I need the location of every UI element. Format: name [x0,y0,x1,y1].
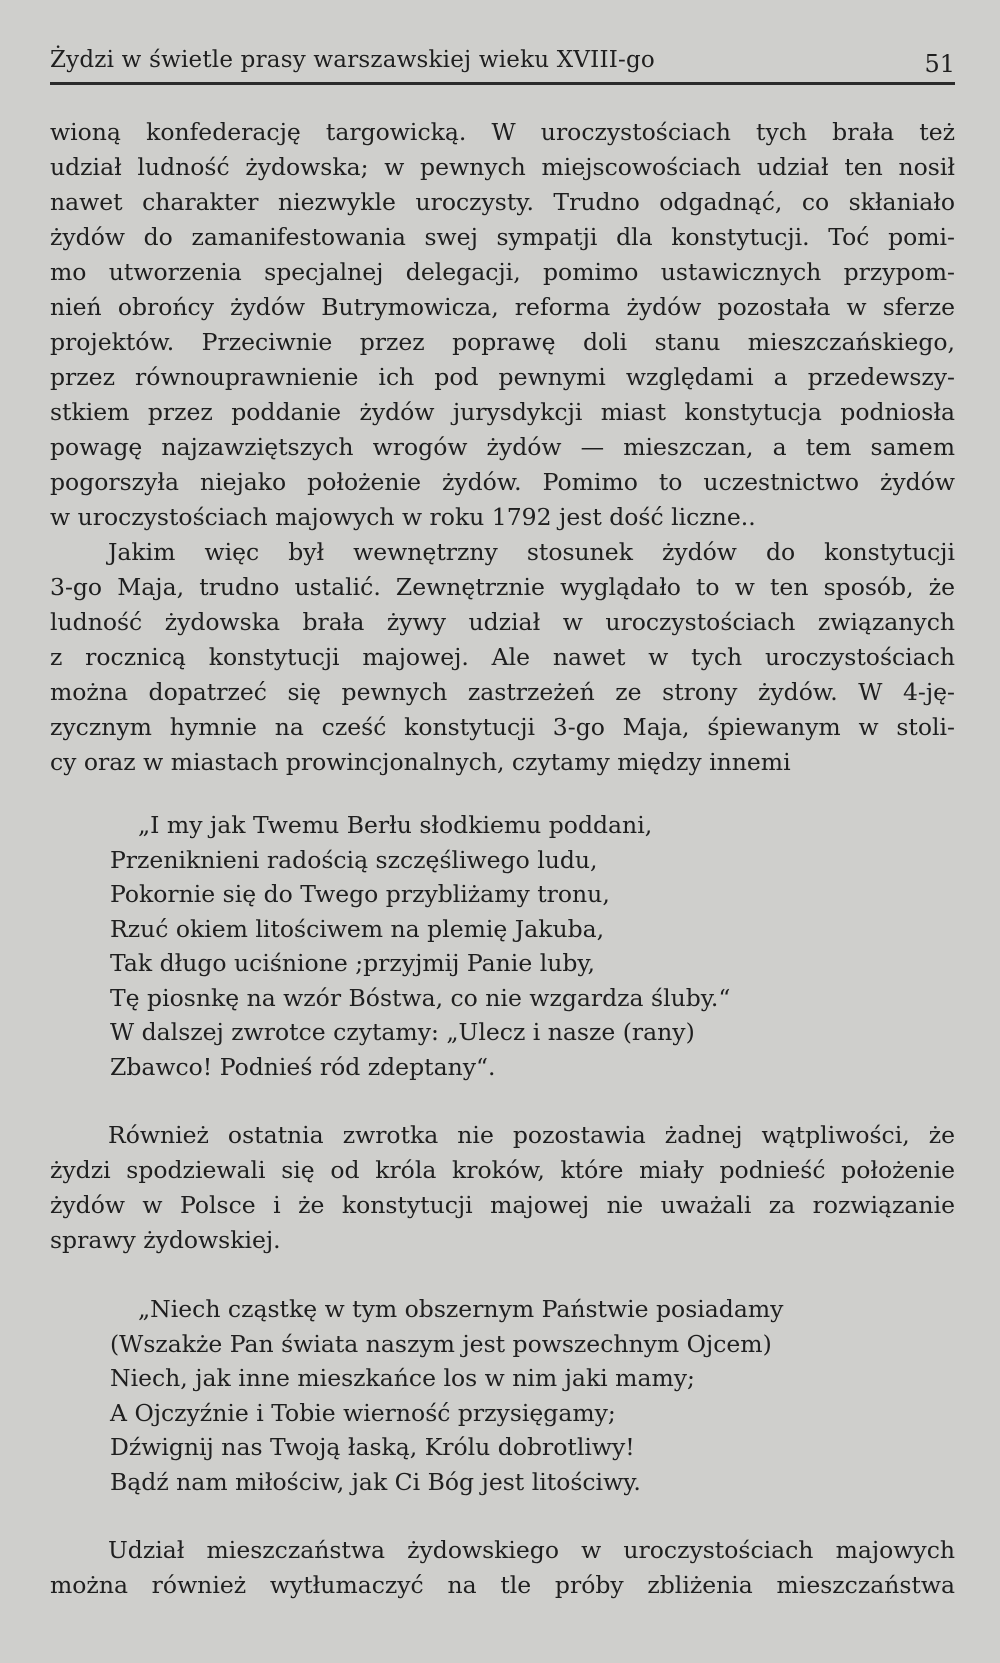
verse-line: A Ojczyźnie i Tobie wierność przysięgamy; [110,1398,616,1427]
text-line: przez równouprawnienie ich pod pewnymi względami a przedewszy- [50,363,955,391]
text-line: Również ostatnia zwrotka nie pozostawia żadnej wątpliwości, że [108,1121,955,1149]
text-line: stkiem przez poddanie żydów jurysdykcji miast konstytucja podniosła [50,398,955,426]
page-body [50,115,955,1603]
text-line: wioną konfederację targowicką. W uroczystościach tych brała też [50,118,955,146]
text-line: Udział mieszczaństwa żydowskiego w uroczystościach majowych [108,1536,955,1564]
text-line: żydów do zamanifestowania swej sympatji dla konstytucji. Toć pomi- [50,223,955,251]
text-line: z rocznicą konstytucji majowej. Ale nawet w tych uroczystościach [50,643,955,671]
text-line: mo utworzenia specjalnej delegacji, pomimo ustawicznych przypom- [50,258,955,286]
text-line: projektów. Przeciwnie przez poprawę doli stanu mieszczańskiego, [50,328,955,356]
running-title: Żydzi w świetle prasy warszawskiej wieku XVIII-go [50,47,655,73]
text-line: w uroczystościach majowych w roku 1792 jest dość liczne.. [50,503,756,531]
text-line: nień obrońcy żydów Butrymowicza, reforma żydów pozostała w sferze [50,293,955,321]
text-line: żydów w Polsce i że konstytucji majowej nie uważali za rozwiązanie [50,1191,955,1219]
verse-line: Rzuć okiem litościwem na plemię Jakuba, [110,914,605,943]
text-line: cy oraz w miastach prowincjonalnych, czytamy między innemi [50,748,791,776]
verse-line: Niech, jak inne mieszkańce los w nim jaki mamy; [110,1364,695,1392]
verse-line: Tak długo uciśnione ;przyjmij Panie luby, [110,949,596,977]
paragraph-2 [50,535,955,780]
verse-quote-2 [50,1292,955,1499]
verse-line: „I my jak Twemu Berłu słodkiemu poddani, [138,811,653,839]
text-line: można dopatrzeć się pewnych zastrzeżeń ze strony żydów. W 4-ję- [50,678,955,706]
paragraph-4 [50,1533,955,1603]
text-line: sprawy żydowskiej. [50,1226,281,1254]
verse-line: „Niech cząstkę w tym obszernym Państwie posiadamy [138,1295,784,1323]
text-line: 3-go Maja, trudno ustalić. Zewnętrznie wyglądało to w ten sposób, że [50,573,955,601]
text-line: zycznym hymnie na cześć konstytucji 3-go Maja, śpiewanym w stoli- [50,713,955,741]
text-line: udział ludność żydowska; w pewnych miejscowościach udział ten nosił [50,153,955,181]
verse-line: Zbawco! Podnieś ród zdeptany“. [110,1052,496,1081]
verse-line: Dźwignij nas Twoją łaską, Królu dobrotliwy! [110,1433,635,1461]
text-line: można również wytłumaczyć na tle próby zbliżenia mieszczaństwa [50,1571,955,1599]
paragraph-1 [50,115,955,535]
verse-quote-1 [50,808,955,1084]
verse-line: Przeniknieni radością szczęśliwego ludu, [110,845,598,874]
verse-line: W dalszej zwrotce czytamy: „Ulecz i nasze (rany) [110,1018,695,1046]
header-rule [50,82,955,85]
verse-line: Pokornie się do Twego przybliżamy tronu, [110,880,610,908]
text-line: pogorszyła niejako położenie żydów. Pomimo to uczestnictwo żydów [50,468,955,496]
verse-line: Bądź nam miłościw, jak Ci Bóg jest litościwy. [110,1467,641,1496]
verse-line: Tę piosnkę na wzór Bóstwa, co nie wzgardza śluby.“ [110,983,731,1012]
text-line: ludność żydowska brała żywy udział w uroczystościach związanych [50,608,955,636]
page-number: 51 [924,50,955,78]
text-line: żydzi spodziewali się od króla kroków, które miały podnieść położenie [50,1156,955,1184]
text-line: nawet charakter niezwykle uroczysty. Trudno odgadnąć, co skłaniało [50,188,955,216]
paragraph-3 [50,1118,955,1258]
text-line: Jakim więc był wewnętrzny stosunek żydów do konstytucji [108,538,955,566]
verse-line: (Wszakże Pan świata naszym jest powszechnym Ojcem) [110,1329,772,1358]
text-line: powagę najzawziętszych wrogów żydów — mieszczan, a tem samem [50,433,955,461]
